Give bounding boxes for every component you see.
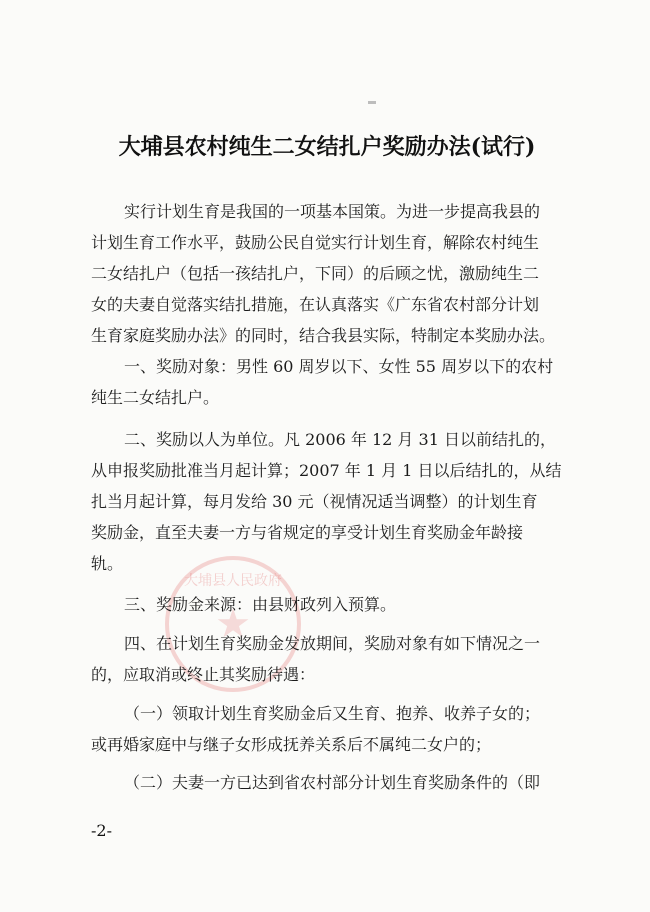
paragraph-line-6: 一、奖励对象：男性 60 周岁以下、女性 55 周岁以下的农村 — [124, 357, 554, 376]
paragraph-line-14: 四、在计划生育奖励金发放期间，奖励对象有如下情况之一 — [124, 634, 541, 653]
paragraph-line-13: 三、奖励金来源：由县财政列入预算。 — [124, 595, 397, 614]
paragraph-line-2: 计划生育工作水平，鼓励公民自觉实行计划生育，解除农村纯生 — [91, 233, 540, 252]
page-number: -2- — [91, 821, 112, 840]
document-title: 大埔县农村纯生二女结扎户奖励办法(试行) — [118, 134, 536, 160]
seal-text: 大埔县人民政府 — [184, 573, 282, 589]
paragraph-line-1: 实行计划生育是我国的一项基本国策。为进一步提高我县的 — [124, 202, 541, 221]
paragraph-line-7: 纯生二女结扎户。 — [91, 388, 220, 407]
paragraph-line-12: 轨。 — [91, 554, 124, 573]
paragraph-line-11: 奖励金，直至夫妻一方与省规定的享受计划生育奖励金年龄接 — [91, 523, 524, 542]
paragraph-line-18: （二）夫妻一方已达到省农村部分计划生育奖励条件的（即 — [124, 773, 541, 792]
paragraph-line-5: 生育家庭奖励办法》的同时，结合我县实际，特制定本奖励办法。 — [91, 326, 556, 345]
paragraph-line-17: 或再婚家庭中与继子女形成抚养关系后不属纯二女户的； — [91, 735, 492, 754]
scan-mark — [368, 101, 376, 104]
seal-star-icon: ★ — [215, 601, 251, 647]
paragraph-line-9: 从申报奖励批准当月起计算；2007 年 1 月 1 日以后结扎的，从结 — [91, 461, 562, 480]
paragraph-line-8: 二、奖励以人为单位。凡 2006 年 12 月 31 日以前结扎的， — [124, 430, 556, 449]
paragraph-line-4: 女的夫妻自觉落实结扎措施，在认真落实《广东省农村部分计划 — [91, 295, 540, 314]
paragraph-line-3: 二女结扎户（包括一孩结扎户，下同）的后顾之忧，激励纯生二 — [91, 264, 540, 283]
paragraph-line-16: （一）领取计划生育奖励金后又生育、抱养、收养子女的； — [124, 704, 541, 723]
paragraph-line-15: 的，应取消或终止其奖励待遇： — [91, 665, 316, 684]
paragraph-line-10: 扎当月起计算，每月发给 30 元（视情况适当调整）的计划生育 — [91, 492, 538, 511]
